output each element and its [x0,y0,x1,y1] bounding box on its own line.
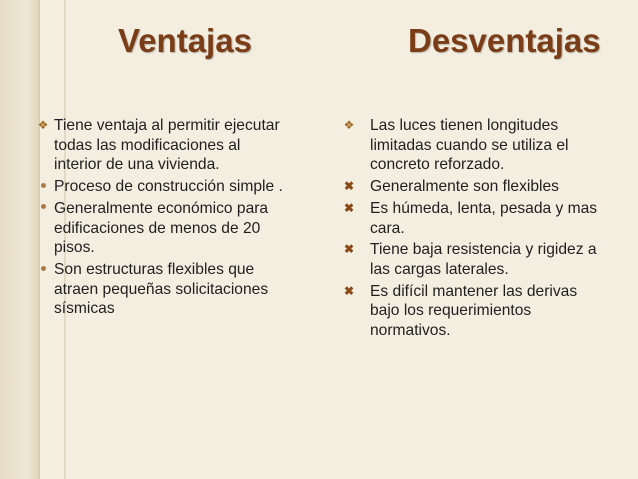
dot-bullet-icon [36,199,50,218]
ventajas-title: Ventajas [118,22,252,59]
list-item [36,177,288,197]
dot-bullet-icon [36,260,50,279]
list-item-text: Son estructuras flexibles que atraen pequeñas solicitaciones sísmicas [54,260,269,318]
list-item [36,116,288,175]
cross-bullet-icon: ✖ [343,179,355,194]
cross-bullet-icon: ✖ [343,200,355,215]
ventajas-list [36,116,288,321]
list-item [36,199,288,258]
list-item [342,240,602,279]
list-item [36,260,288,319]
list-item [342,116,602,175]
desventajas-title: Desventajas [408,22,601,59]
left-decorative-band [0,0,38,479]
list-item-text: Tiene baja resistencia y rigidez a las cargas laterales. [370,241,597,278]
diamond-bullet-icon: ❖ [37,118,49,132]
list-item-text: Tiene ventaja al permitir ejecutar todas las modificaciones al interior de una vivienda. [54,117,280,174]
list-item-text: Generalmente económico para edificaciones de menos de 20 pisos. [54,199,269,257]
diamond-bullet-icon: ❖ [343,118,355,132]
list-item [342,282,602,341]
list-item-text: Proceso de construcción simple . [54,178,283,196]
list-item-text: Es húmeda, lenta, pesada y mas cara. [370,199,598,237]
list-item-text: Las luces tienen longitudes limitadas cuando se utiliza el concreto reforzado. [370,117,569,174]
dot-bullet-icon [36,177,50,196]
list-item-text: Generalmente son flexibles [370,178,559,196]
list-item [342,199,602,238]
desventajas-list [342,116,602,343]
cross-bullet-icon: ✖ [343,242,355,257]
cross-bullet-icon: ✖ [343,283,355,298]
list-item [342,177,602,197]
list-item-text: Es difícil mantener las derivas bajo los requerimientos normativos. [370,282,578,340]
